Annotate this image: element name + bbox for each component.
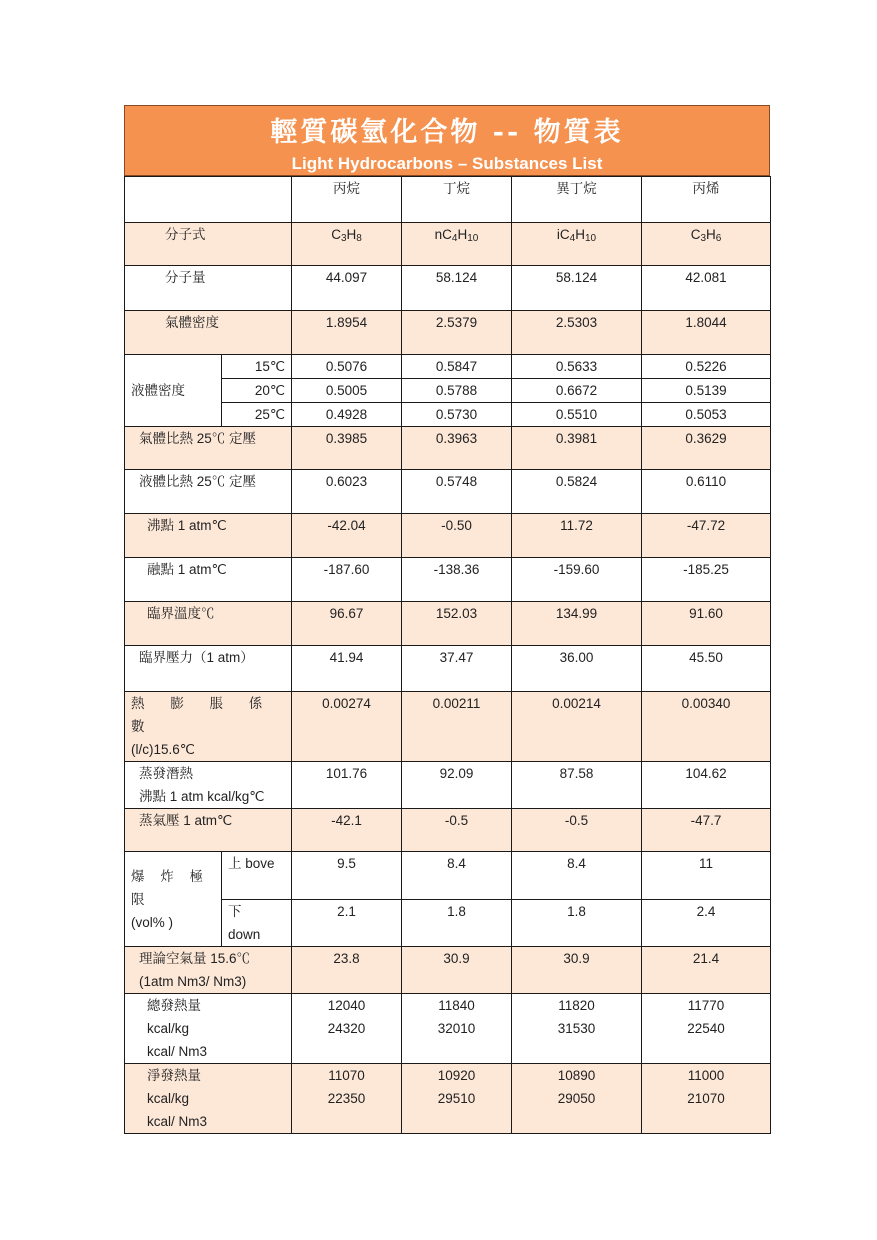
row-label-line: kcal/kg [147,1021,190,1036]
header-row [125,177,771,223]
row-explosion-upper [125,852,771,900]
value-cell: 0.6672 [512,379,642,403]
row-label: 融點 1 atm℃ [125,558,292,602]
value-cell: -185.25 [642,558,771,602]
value-cell: 87.58 [512,762,642,809]
row-latent-heat [125,762,771,809]
value-cell: 41.94 [292,646,402,692]
row-gross-heat [125,994,771,1064]
value-cell: 58.124 [402,266,512,311]
value-cell: 42.081 [642,266,771,311]
formula-cell: $iC_4H_{10}$ [512,223,642,266]
value-cell: 21.4 [642,947,771,994]
value-cell: 0.5730 [402,403,512,427]
value-nm3: 29050 [557,1091,596,1106]
value-kg: 11070 [328,1068,365,1083]
row-liquid-density-20 [125,379,771,403]
value-cell: 0.3963 [402,427,512,470]
header-corner [125,177,292,223]
value-cell: -42.04 [292,514,402,558]
value-cell: 1.8 [512,900,642,947]
value-cell [642,994,771,1064]
value-cell: 0.00340 [642,692,771,762]
value-cell: 36.00 [512,646,642,692]
row-label-line: 總發熱量 [147,998,201,1013]
value-nm3: 21070 [687,1091,725,1106]
row-mol-weight [125,266,771,311]
row-vapor-pressure [125,809,771,852]
value-cell: -138.36 [402,558,512,602]
value-cell: 92.09 [402,762,512,809]
temp-label: 20℃ [222,379,292,403]
row-label [125,1064,292,1134]
row-label-line: 蒸發潛熱 [139,766,193,781]
row-liquid-specific-heat [125,470,771,514]
lower-label-line: 下 [228,904,242,919]
lower-label [222,900,292,947]
value-cell [402,1064,512,1134]
row-critical-temp [125,602,771,646]
value-cell: 91.60 [642,602,771,646]
row-label-line: 沸點 1 atm kcal/kg℃ [139,789,265,804]
value-cell: 134.99 [512,602,642,646]
row-liquid-density-15 [125,355,771,379]
row-label [125,994,292,1064]
value-kg: 11840 [438,998,475,1013]
value-cell: 0.5788 [402,379,512,403]
value-kg: 12040 [327,998,366,1013]
row-label-line: 理論空氣量 15.6℃ [139,951,251,966]
value-cell: 58.124 [512,266,642,311]
substances-table [124,176,771,1134]
value-cell [512,1064,642,1134]
value-cell: 101.76 [292,762,402,809]
value-kg: 10890 [557,1068,596,1083]
value-cell: 0.6023 [292,470,402,514]
row-explosion-lower [125,900,771,947]
value-cell: 0.3985 [292,427,402,470]
value-kg: 10920 [437,1068,476,1083]
value-cell: 37.47 [402,646,512,692]
value-cell: 30.9 [512,947,642,994]
value-cell: 0.6110 [642,470,771,514]
value-cell: 0.00214 [512,692,642,762]
value-nm3: 22350 [327,1091,366,1106]
value-cell: 0.5053 [642,403,771,427]
value-cell: 8.4 [402,852,512,900]
value-cell: 45.50 [642,646,771,692]
row-label-line: kcal/ Nm3 [147,1044,208,1059]
col-header-butane: 丁烷 [402,177,512,223]
value-nm3: 22540 [687,1021,725,1036]
value-cell [292,1064,402,1134]
row-label-line: kcal/ Nm3 [147,1114,208,1129]
value-cell: 44.097 [292,266,402,311]
row-label-line: 淨發熱量 [147,1068,201,1083]
row-label: 氣體比熱 25℃ 定壓 [125,427,292,470]
value-cell: 1.8044 [642,311,771,355]
formula-cell: $C_3H_6$ [642,223,771,266]
title-chinese: 輕質碳氫化合物 -- 物質表 [270,117,624,148]
col-header-isobutane: 異丁烷 [512,177,642,223]
row-label-line: 爆 炸 極 限 [131,868,210,907]
value-cell: -159.60 [512,558,642,602]
value-cell: -0.5 [402,809,512,852]
temp-label: 25℃ [222,403,292,427]
value-kg: 11770 [687,998,725,1013]
value-cell: 2.4 [642,900,771,947]
row-label: 分子式 [125,223,292,266]
row-expansion [125,692,771,762]
row-label [125,692,292,762]
value-cell: 30.9 [402,947,512,994]
row-label-line: (vol% ) [131,914,174,930]
value-cell: 0.5005 [292,379,402,403]
value-cell: 11 [642,852,771,900]
row-gas-density [125,311,771,355]
row-label: 分子量 [125,266,292,311]
row-theoretical-air [125,947,771,994]
col-header-propylene: 丙烯 [642,177,771,223]
value-cell: -47.72 [642,514,771,558]
value-cell: 9.5 [292,852,402,900]
value-nm3: 29510 [437,1091,476,1106]
value-cell: 0.00211 [402,692,512,762]
row-formula [125,223,771,266]
value-nm3: 32010 [437,1021,476,1036]
substances-sheet [124,105,770,1134]
formula-cell: $nC_4H_{10}$ [402,223,512,266]
value-cell: 0.5824 [512,470,642,514]
value-cell: -42.1 [292,809,402,852]
row-label-line: 熱 膨 脹 係 數 [131,696,274,734]
value-cell: 0.5633 [512,355,642,379]
value-cell: 152.03 [402,602,512,646]
row-label: 蒸氣壓 1 atm℃ [125,809,292,852]
row-critical-pressure [125,646,771,692]
value-cell: 23.8 [292,947,402,994]
value-cell: 96.67 [292,602,402,646]
value-cell: 2.5379 [402,311,512,355]
row-label: 液體比熱 25℃ 定壓 [125,470,292,514]
row-melting-point [125,558,771,602]
value-cell: 0.3629 [642,427,771,470]
value-cell: 0.5510 [512,403,642,427]
upper-label: 上 bove [222,852,292,900]
value-cell: 0.5748 [402,470,512,514]
value-cell: 0.5076 [292,355,402,379]
row-gas-specific-heat [125,427,771,470]
value-cell [402,994,512,1064]
value-cell: 0.00274 [292,692,402,762]
value-cell: 8.4 [512,852,642,900]
row-label-line: kcal/kg [147,1091,190,1106]
value-cell: 2.1 [292,900,402,947]
row-boiling-point [125,514,771,558]
value-cell: 1.8954 [292,311,402,355]
value-cell: 0.5847 [402,355,512,379]
value-cell [292,994,402,1064]
row-label: 液體密度 [125,355,222,427]
value-cell: 0.5226 [642,355,771,379]
value-cell: 0.5139 [642,379,771,403]
title-english: Light Hydrocarbons – Substances List [291,154,603,173]
value-cell: -0.50 [402,514,512,558]
row-label [125,762,292,809]
value-cell: 0.4928 [292,403,402,427]
value-cell: -47.7 [642,809,771,852]
temp-label: 15℃ [222,355,292,379]
row-label: 氣體密度 [125,311,292,355]
value-cell: -187.60 [292,558,402,602]
row-label [125,947,292,994]
value-cell: 104.62 [642,762,771,809]
value-cell: -0.5 [512,809,642,852]
row-net-heat [125,1064,771,1134]
col-header-propane: 丙烷 [292,177,402,223]
row-label: 臨界壓力（1 atm） [125,646,292,692]
row-label: 沸點 1 atm℃ [125,514,292,558]
row-label-line: (l/c)15.6℃ [131,742,195,757]
title-banner [124,105,770,176]
value-cell [512,994,642,1064]
row-label-line: (1atm Nm3/ Nm3) [139,974,247,989]
row-label: 臨界溫度℃ [125,602,292,646]
value-cell: 2.5303 [512,311,642,355]
lower-label-line: down [228,927,261,942]
value-nm3: 24320 [327,1021,366,1036]
formula-cell: $C_3H_8$ [292,223,402,266]
value-kg: 11820 [558,998,595,1013]
value-cell: 0.3981 [512,427,642,470]
value-cell: 11.72 [512,514,642,558]
row-label [125,852,222,947]
row-liquid-density-25 [125,403,771,427]
value-cell [642,1064,771,1134]
value-cell: 1.8 [402,900,512,947]
value-nm3: 31530 [557,1021,596,1036]
value-kg: 11000 [687,1068,725,1083]
